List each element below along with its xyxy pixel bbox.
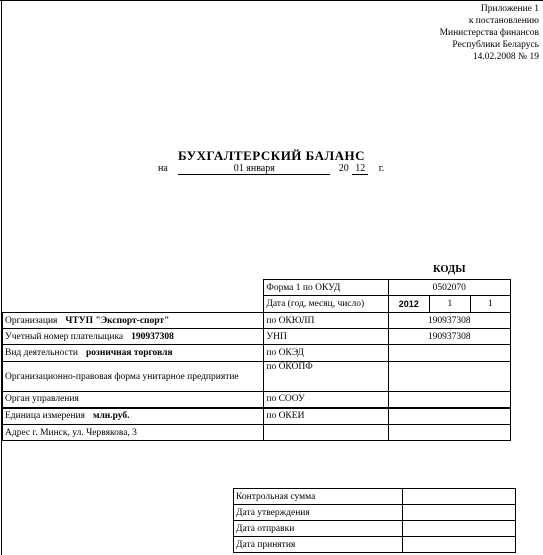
date-century: 20 (338, 163, 349, 174)
date-prefix: на (158, 163, 168, 174)
taxpayer-number-cell (3, 329, 264, 345)
appendix-line: Республики Беларусь (452, 40, 539, 50)
taxpayer-number-label: Учетный номер плательщика (5, 331, 124, 342)
approval-date-label: Дата утверждения (234, 505, 403, 521)
date-day-month-field[interactable]: 01 января (178, 163, 330, 175)
unit-label: Единица измерения (5, 411, 85, 422)
approval-date-value[interactable] (403, 505, 516, 521)
taxpayer-number-value[interactable]: 190937308 (131, 331, 174, 342)
okud-label: Форма 1 по ОКУД (264, 280, 388, 296)
oked-code[interactable] (388, 345, 511, 362)
dispatch-date-label: Дата отправки (234, 521, 403, 537)
organization-cell (3, 313, 264, 329)
unit-cell (3, 408, 264, 425)
table-row (234, 537, 516, 553)
sooy-label: по СООУ (264, 392, 388, 408)
control-sum-value[interactable] (403, 489, 516, 505)
acceptance-date-value[interactable] (403, 537, 516, 553)
unit-value[interactable]: млн.руб. (93, 411, 130, 422)
date-day-cell[interactable]: 1 (470, 296, 510, 313)
organization-value[interactable]: ЧТУП "Экспорт-спорт" (65, 315, 170, 326)
date-label: Дата (год, месяц, число) (264, 296, 388, 313)
table-row (234, 489, 516, 505)
authority-cell[interactable]: Орган управления (3, 392, 264, 408)
table-row (3, 345, 511, 362)
activity-value[interactable]: розничная торговля (86, 348, 173, 358)
table-row (234, 505, 516, 521)
date-year-cell[interactable]: 2012 (388, 296, 430, 313)
activity-cell (3, 345, 264, 362)
table-row (3, 425, 511, 441)
acceptance-date-label: Дата принятия (234, 537, 403, 553)
requisites-table (2, 279, 511, 441)
table-row (3, 296, 511, 313)
date-suffix: г. (378, 163, 385, 174)
okopf-label: по ОКОПФ (264, 362, 388, 392)
table-row (3, 392, 511, 408)
date-year-field[interactable]: 12 (352, 163, 368, 175)
document-title: БУХГАЛТЕРСКИЙ БАЛАНС (177, 148, 366, 163)
balance-date-line (158, 163, 384, 175)
oked-label: по ОКЭД (264, 345, 388, 362)
control-dates-table (233, 488, 516, 553)
date-month-cell[interactable]: 1 (430, 296, 470, 313)
okulp-code[interactable]: 190937308 (388, 313, 511, 329)
appendix-line: Приложение 1 (480, 4, 539, 14)
appendix-line: Министерства финансов (439, 28, 539, 38)
codes-header: КОДЫ (433, 264, 466, 275)
okei-code[interactable] (388, 408, 511, 425)
table-row (234, 521, 516, 537)
control-sum-label: Контрольная сумма (234, 489, 403, 505)
okei-label: по ОКЕИ (264, 408, 388, 425)
table-row (3, 329, 511, 345)
sooy-code[interactable] (388, 392, 511, 408)
table-row (3, 313, 511, 329)
frame-left-border (1, 0, 2, 555)
legal-form-cell[interactable]: Организационно-правовая форма унитарное предприятие (3, 362, 264, 392)
appendix-line: к постановлению (468, 16, 539, 26)
unp-code[interactable]: 190937308 (388, 329, 511, 345)
activity-label: Вид деятельности (5, 348, 79, 358)
unp-label: УНП (264, 329, 388, 345)
appendix-note (440, 3, 539, 63)
table-row (3, 408, 511, 425)
organization-label: Организация (5, 315, 58, 326)
address-cell[interactable]: Адрес г. Минск, ул. Червякова, 3 (3, 425, 264, 441)
okopf-code[interactable] (388, 362, 511, 392)
dispatch-date-value[interactable] (403, 521, 516, 537)
table-row (3, 280, 511, 296)
appendix-line: 14.02.2008 № 19 (472, 52, 539, 62)
frame-top-border (0, 0, 543, 1)
okud-code[interactable]: 0502070 (388, 280, 511, 296)
okulp-label: по ОКЮЛП (264, 313, 388, 329)
table-row (3, 362, 511, 392)
